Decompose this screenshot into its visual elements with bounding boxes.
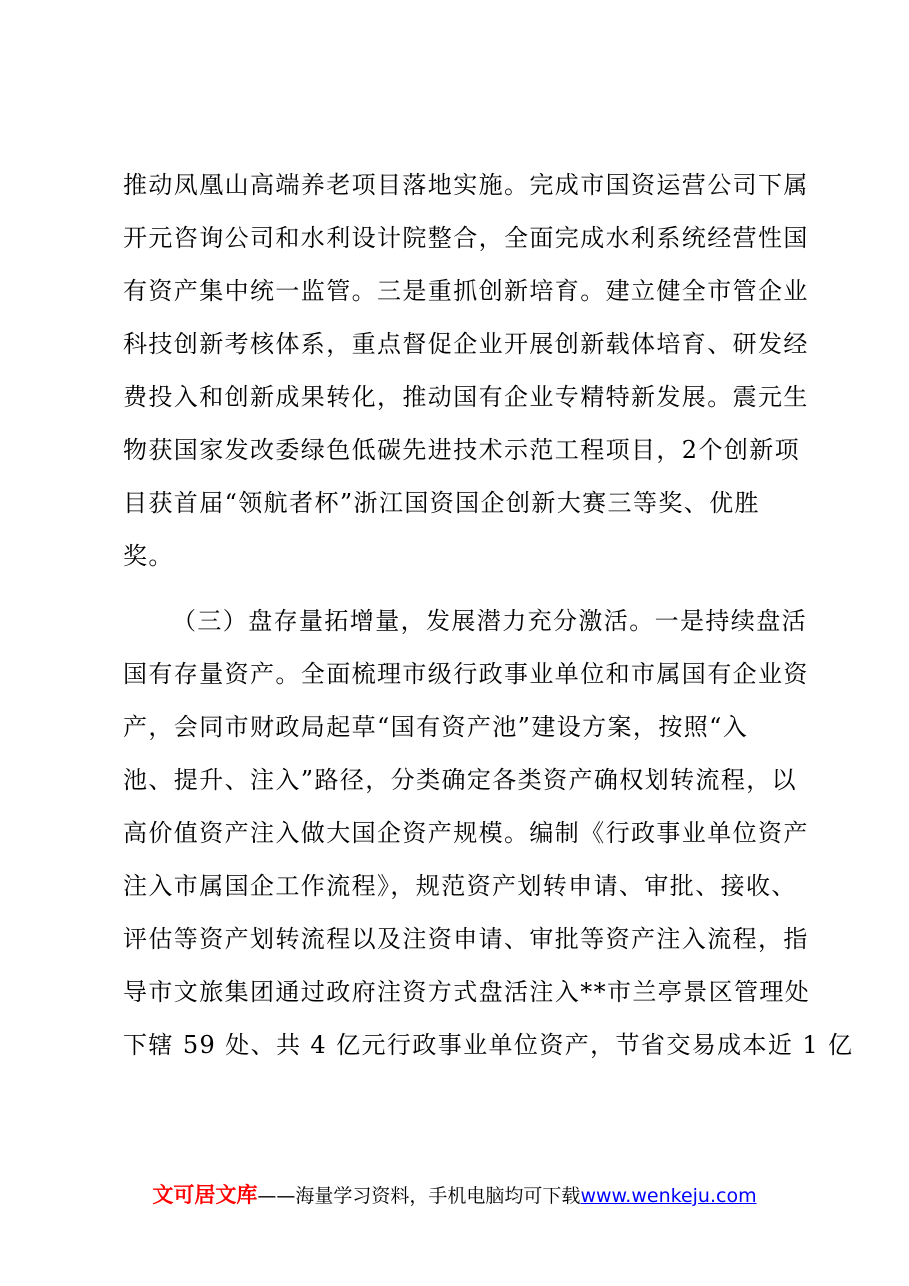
footer-tagline: ——海量学习资料，手机电脑均可下载 (257, 1185, 581, 1207)
paragraph-line: 科技创新考核体系，重点督促企业开展创新载体培育、研发经 (123, 330, 809, 358)
paragraph-line: 奖。 (123, 542, 174, 570)
paragraph-line: 导市文旅集团通过政府注资方式盘活注入**市兰亭景区管理处 (123, 978, 811, 1006)
paragraph-line: 有资产集中统一监管。三是重抓创新培育。建立健全市管企业 (123, 277, 809, 305)
paragraph-line: 注入市属国企工作流程》，规范资产划转申请、审批、接收、 (123, 872, 797, 900)
paragraph-line: 目获首届“领航者杯”浙江国资国企创新大赛三等奖、优胜 (123, 489, 760, 517)
paragraph-line: 推动凤凰山高端养老项目落地实施。完成市国资运营公司下属 (123, 171, 809, 199)
paragraph-line: 国有存量资产。全面梳理市级行政事业单位和市属国有企业资 (123, 660, 809, 688)
paragraph-line: 下辖 59 处、共 4 亿元行政事业单位资产，节省交易成本近 1 亿 (123, 1031, 854, 1059)
paragraph-line: 池、提升、注入”路径，分类确定各类资产确权划转流程，以 (123, 766, 798, 794)
paragraph-line: 评估等资产划转流程以及注资申请、审批等资产注入流程，指 (123, 925, 809, 953)
paragraph-line: 高价值资产注入做大国企资产规模。编制《行政事业单位资产 (123, 819, 809, 847)
paragraph-line: 物获国家发改委绿色低碳先进技术示范工程项目，2个创新项 (123, 436, 801, 464)
footer-website-link[interactable]: www.wenkeju.com (580, 1185, 757, 1207)
section-heading-line: （三）盘存量拓增量，发展潜力充分激活。一是持续盘活 (172, 607, 807, 635)
paragraph-line: 产，会同市财政局起草“国有资产池”建设方案，按照“入 (123, 713, 749, 741)
page-footer (0, 1182, 909, 1209)
paragraph-line: 开元咨询公司和水利设计院整合，全面完成水利系统经营性国 (123, 224, 809, 252)
footer-brand: 文可居文库 (152, 1183, 258, 1207)
paragraph-line: 费投入和创新成果转化，推动国有企业专精特新发展。震元生 (123, 383, 809, 411)
